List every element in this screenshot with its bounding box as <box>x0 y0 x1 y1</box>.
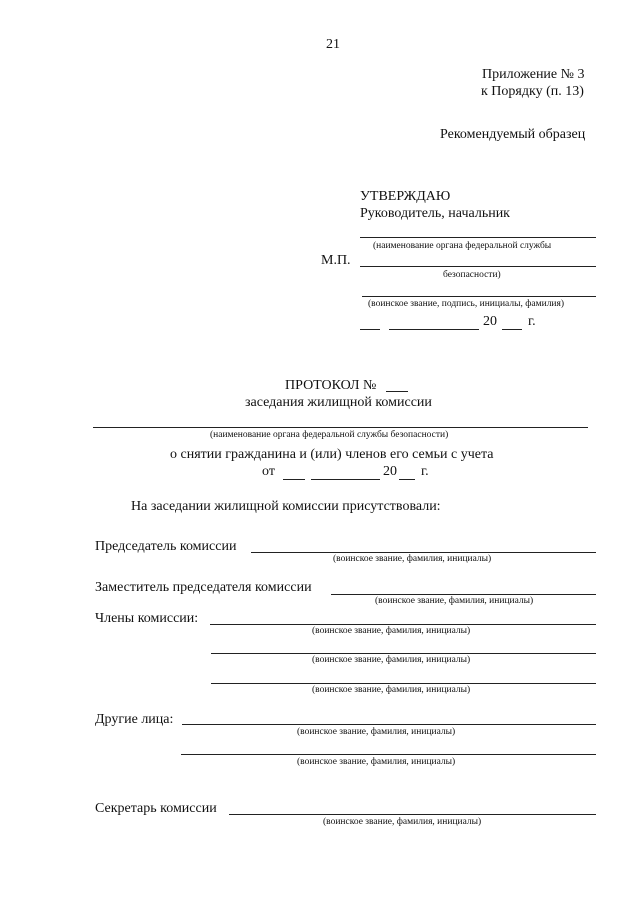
deputy-line <box>331 594 596 595</box>
org-name-caption-1: (наименование органа федеральной службы <box>373 241 552 251</box>
approval-role: Руководитель, начальник <box>360 206 510 221</box>
protocol-day-blank <box>283 479 305 480</box>
approval-year: 20 <box>483 314 497 329</box>
chairman-caption: (воинское звание, фамилия, инициалы) <box>333 554 492 564</box>
appendix-line-2: к Порядку (п. 13) <box>481 84 584 99</box>
org-name-caption-2: безопасности) <box>443 270 501 280</box>
chairman-line <box>251 552 596 553</box>
member-line-2 <box>211 653 596 654</box>
protocol-title: ПРОТОКОЛ № <box>285 378 377 393</box>
other-line-1 <box>182 724 596 725</box>
org-name-line-2 <box>360 266 596 267</box>
protocol-number-blank <box>386 391 408 392</box>
deputy-label: Заместитель председателя комиссии <box>95 580 312 595</box>
other-line-2 <box>181 754 596 755</box>
approval-year-blank <box>502 329 522 330</box>
signature-line <box>362 296 596 297</box>
member-line-1 <box>210 624 596 625</box>
stamp-label: М.П. <box>321 253 351 268</box>
protocol-org-line <box>93 427 588 428</box>
member-caption-2: (воинское звание, фамилия, инициалы) <box>312 655 471 665</box>
appendix-line-1: Приложение № 3 <box>482 67 585 82</box>
approval-month-blank <box>389 329 479 330</box>
other-caption-1: (воинское звание, фамилия, инициалы) <box>297 727 456 737</box>
member-caption-3: (воинское звание, фамилия, инициалы) <box>312 685 471 695</box>
attendance-intro: На заседании жилищной комиссии присутствовали: <box>131 499 441 514</box>
protocol-subject: о снятии гражданина и (или) членов его семьи с учета <box>170 447 494 462</box>
signature-caption: (воинское звание, подпись, инициалы, фамилия) <box>368 299 565 309</box>
deputy-caption: (воинское звание, фамилия, инициалы) <box>375 596 534 606</box>
secretary-line <box>229 814 596 815</box>
protocol-date-prefix: от <box>262 464 275 479</box>
protocol-month-blank <box>311 479 380 480</box>
page-number: 21 <box>326 37 340 52</box>
protocol-subtitle: заседания жилищной комиссии <box>245 395 432 410</box>
secretary-caption: (воинское звание, фамилия, инициалы) <box>323 817 482 827</box>
member-line-3 <box>211 683 596 684</box>
others-label: Другие лица: <box>95 712 174 727</box>
protocol-year-blank <box>399 479 415 480</box>
approval-day-blank <box>360 329 380 330</box>
recommended-sample: Рекомендуемый образец <box>440 127 586 142</box>
protocol-org-caption: (наименование органа федеральной службы безопасности) <box>210 430 449 440</box>
protocol-year-suffix: г. <box>421 464 429 479</box>
members-label: Члены комиссии: <box>95 611 199 626</box>
chairman-label: Председатель комиссии <box>95 539 237 554</box>
approval-year-suffix: г. <box>528 314 536 329</box>
org-name-line-1 <box>360 237 596 238</box>
approval-title: УТВЕРЖДАЮ <box>360 189 451 204</box>
protocol-year: 20 <box>383 464 397 479</box>
secretary-label: Секретарь комиссии <box>95 801 217 816</box>
other-caption-2: (воинское звание, фамилия, инициалы) <box>297 757 456 767</box>
member-caption-1: (воинское звание, фамилия, инициалы) <box>312 626 471 636</box>
